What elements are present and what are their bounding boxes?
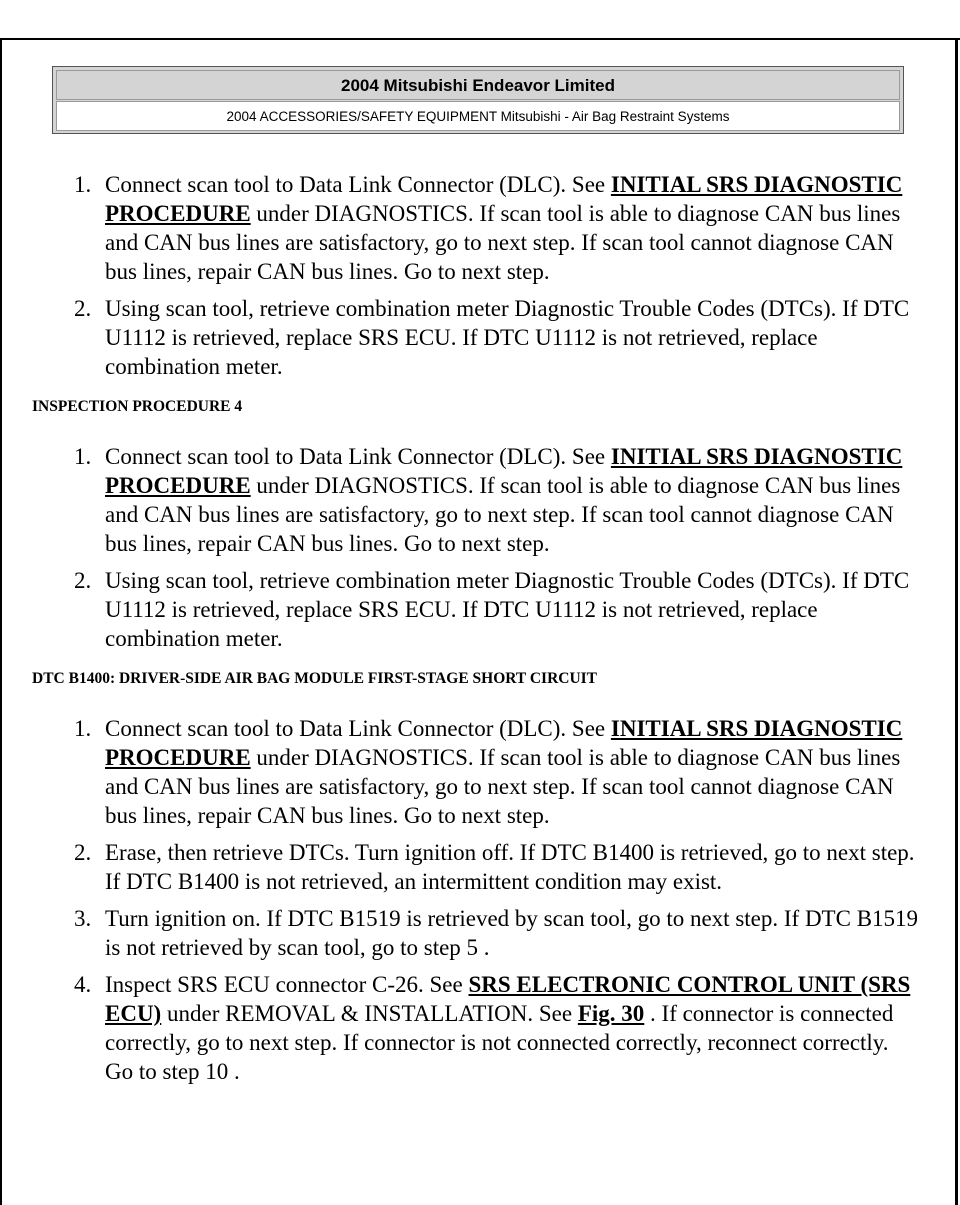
step-list — [32, 714, 922, 1086]
cross-reference-link[interactable]: Fig. 30 — [577, 1001, 645, 1026]
cross-reference-link[interactable]: INITIAL SRS DIAGNOSTIC PROCEDURE — [105, 444, 903, 498]
step-item — [32, 294, 922, 381]
section-heading: INSPECTION PROCEDURE 4 — [32, 398, 243, 415]
step-list — [32, 442, 922, 653]
step-number: 1. — [74, 716, 92, 741]
step-text: Erase, then retrieve DTCs. Turn ignition off. If DTC B1400 is retrieved, go to next step. If DTC B1400 is not retrieved, an intermittent condition may exist. — [105, 840, 915, 894]
step-text: under DIAGNOSTICS. If scan tool is able to diagnose CAN bus lines and CAN bus lines are satisfactory, go to next step. If scan tool cannot diagnose CAN bus lines, repair CAN bus lines. Go to next step. — [105, 201, 901, 284]
procedure-section — [32, 397, 922, 653]
step-text: . If connector is connected correctly, go to next step. If connector is not connected correctly, reconnect correctly. Go to step 10 . — [105, 1001, 894, 1084]
step-item — [32, 838, 922, 896]
step-text: Connect scan tool to Data Link Connector (DLC). See — [105, 172, 611, 197]
step-text: Using scan tool, retrieve combination meter Diagnostic Trouble Codes (DTCs). If DTC U1112 is retrieved, replace SRS ECU. If DTC U1112 is not retrieved, replace combination meter. — [105, 296, 910, 379]
step-text: Turn ignition on. If DTC B1519 is retrieved by scan tool, go to next step. If DTC B1519 is not retrieved by scan tool, go to step 5 . — [105, 906, 919, 960]
step-item — [32, 970, 922, 1086]
step-text: Connect scan tool to Data Link Connector (DLC). See — [105, 444, 611, 469]
cross-reference-link[interactable]: INITIAL SRS DIAGNOSTIC PROCEDURE — [105, 716, 903, 770]
section-heading: DTC B1400: DRIVER-SIDE AIR BAG MODULE FIRST-STAGE SHORT CIRCUIT — [32, 670, 598, 687]
step-text: under DIAGNOSTICS. If scan tool is able to diagnose CAN bus lines and CAN bus lines are satisfactory, go to next step. If scan tool cannot diagnose CAN bus lines, repair CAN bus lines. Go to next step. — [105, 473, 901, 556]
step-number: 2. — [74, 840, 92, 865]
step-item — [32, 170, 922, 286]
step-number: 4. — [74, 972, 92, 997]
step-number: 1. — [74, 172, 92, 197]
procedure-section — [32, 170, 922, 381]
step-number: 3. — [74, 906, 92, 931]
step-text: under DIAGNOSTICS. If scan tool is able to diagnose CAN bus lines and CAN bus lines are satisfactory, go to next step. If scan tool cannot diagnose CAN bus lines, repair CAN bus lines. Go to next step. — [105, 745, 901, 828]
step-number: 1. — [74, 444, 92, 469]
page-frame-right — [955, 38, 958, 1205]
page-frame-top — [0, 38, 960, 40]
step-text: Using scan tool, retrieve combination meter Diagnostic Trouble Codes (DTCs). If DTC U1112 is retrieved, replace SRS ECU. If DTC U1112 is not retrieved, replace combination meter. — [105, 568, 910, 651]
step-number: 2. — [74, 296, 92, 321]
step-number: 2. — [74, 568, 92, 593]
cross-reference-link[interactable]: INITIAL SRS DIAGNOSTIC PROCEDURE — [105, 172, 903, 226]
step-text: Connect scan tool to Data Link Connector (DLC). See — [105, 716, 611, 741]
cross-reference-link[interactable]: SRS ELECTRONIC CONTROL UNIT (SRS ECU) — [105, 972, 911, 1026]
procedure-section — [32, 669, 922, 1086]
page-frame-left — [0, 38, 2, 1205]
step-text: under REMOVAL & INSTALLATION. See — [161, 1001, 578, 1026]
step-list — [32, 170, 922, 381]
step-item — [32, 714, 922, 830]
document-subtitle: 2004 ACCESSORIES/SAFETY EQUIPMENT Mitsubishi - Air Bag Restraint Systems — [56, 101, 900, 131]
step-item — [32, 442, 922, 558]
document-title: 2004 Mitsubishi Endeavor Limited — [56, 70, 900, 100]
document-body — [32, 170, 922, 1094]
step-item — [32, 566, 922, 653]
document-header — [52, 66, 904, 134]
step-text: Inspect SRS ECU connector C-26. See — [105, 972, 469, 997]
step-item — [32, 904, 922, 962]
